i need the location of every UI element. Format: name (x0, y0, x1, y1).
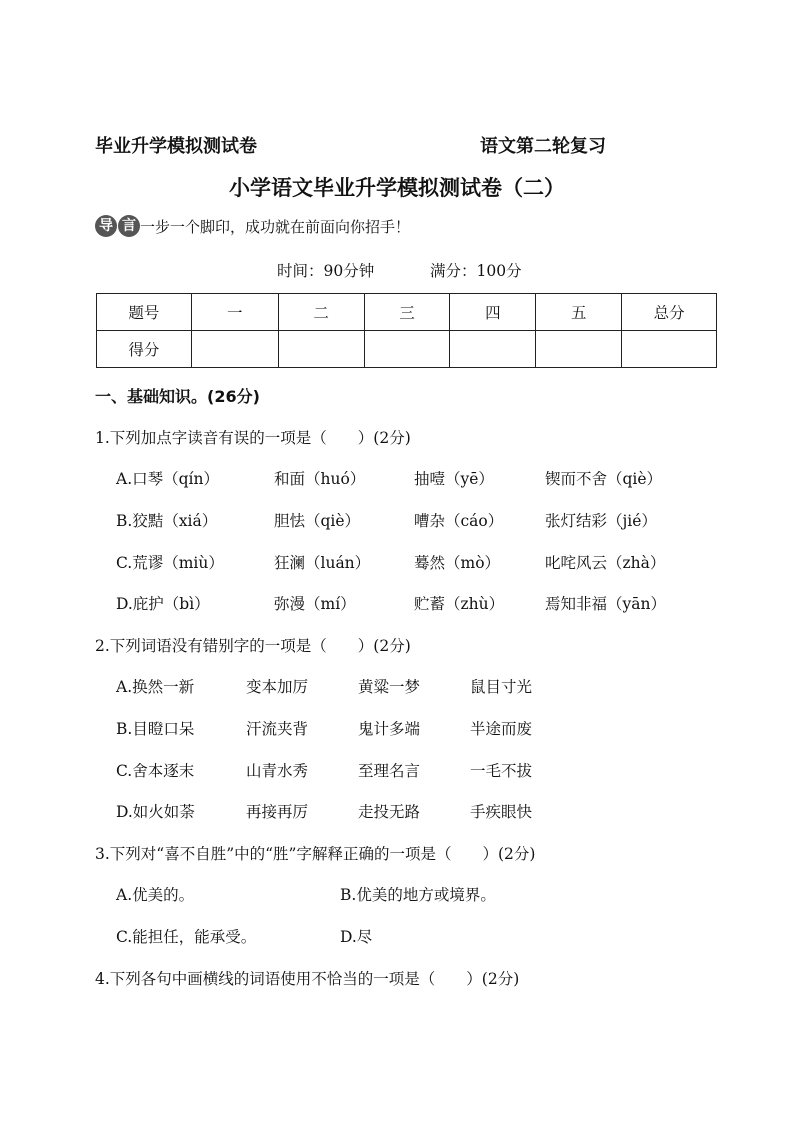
q3-option: B.优美的地方或境界。 (340, 886, 496, 904)
question-2-stem: 2.下列词语没有错别字的一项是（ ）(2分) (95, 637, 411, 655)
score-cell[interactable] (450, 331, 536, 368)
table-header-cell: 五 (536, 294, 622, 331)
q1-option: B.狡黠（xiá） (116, 512, 218, 530)
q1-option: 和面（huó） (274, 470, 366, 488)
table-header-cell: 总分 (622, 294, 717, 331)
q2-option: 变本加厉 (246, 678, 309, 696)
table-header-cell: 二 (278, 294, 364, 331)
table-row (97, 331, 717, 368)
table-header-cell: 四 (450, 294, 536, 331)
question-1-stem: 1.下列加点字读音有误的一项是（ ）(2分) (95, 429, 411, 447)
q1-option: 张灯结彩（jié） (545, 512, 657, 530)
q2-option: 半途而废 (470, 720, 533, 738)
intro-badge (95, 215, 140, 237)
header-left: 毕业升学模拟测试卷 (95, 136, 257, 157)
q1-option: 焉知非福（yān） (545, 595, 666, 613)
q2-option: 至理名言 (358, 762, 421, 780)
q2-option: A.换然一新 (116, 678, 195, 696)
question-3-stem: 3.下列对“喜不自胜”中的“胜”字解释正确的一项是（ ）(2分) (95, 845, 536, 863)
q2-option: D.如火如荼 (116, 803, 195, 821)
section-heading: 一、基础知识。(26分) (95, 387, 260, 406)
full-score: 满分：100分 (430, 262, 522, 280)
q2-option: 汗流夹背 (246, 720, 309, 738)
question-4-stem: 4.下列各句中画横线的词语使用不恰当的一项是（ ）(2分) (95, 970, 520, 988)
score-table (96, 293, 717, 368)
badge-char-1: 导 (95, 215, 117, 237)
q3-option: D.尽 (340, 928, 373, 946)
q1-option: 抽噎（yē） (414, 470, 494, 488)
q2-option: 走投无路 (358, 803, 421, 821)
score-cell[interactable] (536, 331, 622, 368)
page-title: 小学语文毕业升学模拟测试卷（二） (229, 176, 565, 200)
q2-option: 再接再厉 (246, 803, 309, 821)
q2-option: 一毛不拔 (470, 762, 533, 780)
q2-option: 山青水秀 (246, 762, 309, 780)
q2-option: C.舍本逐末 (116, 762, 195, 780)
q1-option: D.庇护（bì） (116, 595, 210, 613)
q3-option: C.能担任，能承受。 (116, 928, 257, 946)
score-cell[interactable] (278, 331, 364, 368)
q3-option: A.优美的。 (116, 886, 195, 904)
q1-option: 贮蓄（zhù） (414, 595, 505, 613)
q1-option: 蓦然（mò） (414, 554, 501, 572)
score-cell[interactable] (364, 331, 450, 368)
intro-line (95, 215, 410, 237)
score-cell[interactable] (191, 331, 278, 368)
q2-option: 手疾眼快 (470, 803, 533, 821)
q1-option: 弥漫（mí） (274, 595, 356, 613)
q1-option: 嘈杂（cáo） (414, 512, 504, 530)
table-header-cell: 一 (191, 294, 278, 331)
q1-option: 锲而不舍（qiè） (545, 470, 663, 488)
table-header-cell: 三 (364, 294, 450, 331)
table-header-cell: 题号 (97, 294, 192, 331)
exam-time: 时间：90分钟 (277, 262, 375, 280)
q1-option: 胆怯（qiè） (274, 512, 361, 530)
header-right: 语文第二轮复习 (480, 136, 606, 157)
q2-option: 鼠目寸光 (470, 678, 533, 696)
q2-option: B.目瞪口呆 (116, 720, 195, 738)
score-cell[interactable] (622, 331, 717, 368)
intro-text: 一步一个脚印，成功就在前面向你招手！ (140, 217, 411, 236)
q1-option: A.口琴（qín） (116, 470, 219, 488)
table-row (97, 294, 717, 331)
q1-option: 狂澜（luán） (274, 554, 371, 572)
q1-option: C.荒谬（miù） (116, 554, 224, 572)
q1-option: 叱咤风云（zhà） (545, 554, 666, 572)
q2-option: 鬼计多端 (358, 720, 421, 738)
q2-option: 黄粱一梦 (358, 678, 421, 696)
badge-char-2: 言 (118, 215, 140, 237)
table-row-label: 得分 (97, 331, 192, 368)
